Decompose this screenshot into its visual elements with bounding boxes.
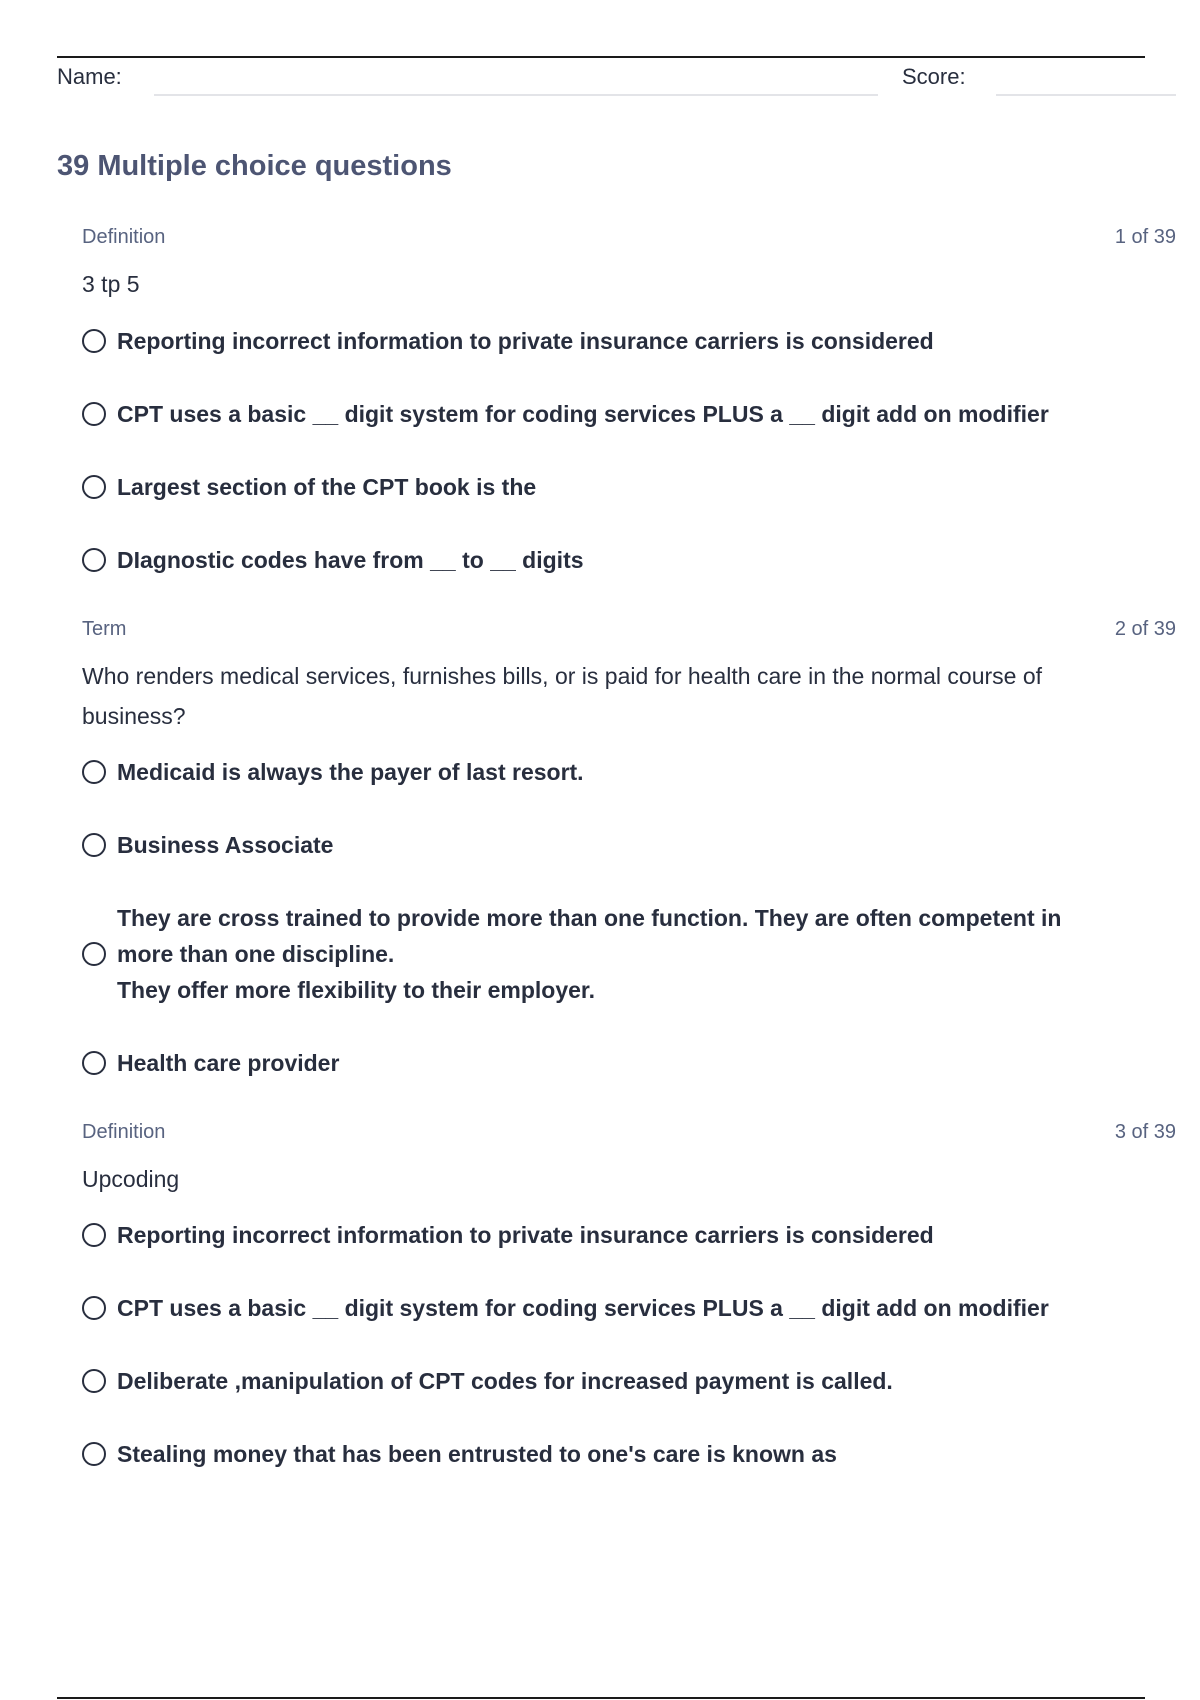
score-label: Score: xyxy=(902,64,966,89)
answer-option-label: CPT uses a basic __ digit system for coding services PLUS a __ digit add on modifier xyxy=(117,1295,1049,1321)
radio-button-icon[interactable] xyxy=(82,475,106,499)
name-field-line xyxy=(154,94,878,96)
answer-option[interactable] xyxy=(82,900,1176,1008)
radio-button-icon[interactable] xyxy=(82,1223,106,1247)
answer-option-label: Deliberate ,manipulation of CPT codes for increased payment is called. xyxy=(117,1368,893,1394)
question-counter: 1 of 39 xyxy=(1114,226,1176,248)
answer-option[interactable] xyxy=(82,754,1176,790)
question-type: Term xyxy=(82,618,127,640)
name-label: Name: xyxy=(57,64,122,89)
question-prompt: 3 tp 5 xyxy=(82,271,140,297)
radio-button-icon[interactable] xyxy=(82,402,106,426)
question-prompt: Upcoding xyxy=(82,1166,180,1192)
question-counter: 2 of 39 xyxy=(1114,618,1176,640)
header-divider xyxy=(57,56,1145,58)
answer-option[interactable] xyxy=(82,827,1176,863)
answer-option[interactable] xyxy=(82,1436,1176,1472)
radio-button-icon[interactable] xyxy=(82,329,106,353)
answer-option[interactable] xyxy=(82,1045,1176,1081)
answer-option[interactable] xyxy=(82,542,1176,578)
answer-option-label: Reporting incorrect information to private insurance carriers is considered xyxy=(117,328,934,354)
answer-option-label: Medicaid is always the payer of last resort. xyxy=(117,759,584,785)
answer-option-label: Health care provider xyxy=(117,1050,340,1076)
score-field-line xyxy=(996,94,1176,96)
radio-button-icon[interactable] xyxy=(82,833,106,857)
radio-button-icon[interactable] xyxy=(82,1051,106,1075)
question-type: Definition xyxy=(82,226,166,248)
answer-option-label: Business Associate xyxy=(117,832,334,858)
answer-option[interactable] xyxy=(82,1217,1176,1253)
question-counter: 3 of 39 xyxy=(1114,1121,1176,1143)
answer-option[interactable] xyxy=(82,1290,1176,1326)
answer-option-label: Reporting incorrect information to private insurance carriers is considered xyxy=(117,1222,934,1248)
footer-divider xyxy=(57,1697,1145,1699)
radio-button-icon[interactable] xyxy=(82,942,106,966)
answer-option[interactable] xyxy=(82,323,1176,359)
answer-option-label: CPT uses a basic __ digit system for coding services PLUS a __ digit add on modifier xyxy=(117,401,1049,427)
answer-option-label: They are cross trained to provide more than one function. They are often competent in more than one discipline. They offer more flexibility to their employer. xyxy=(117,905,1062,1003)
section-title: 39 Multiple choice questions xyxy=(57,150,452,182)
radio-button-icon[interactable] xyxy=(82,548,106,572)
answer-option[interactable] xyxy=(82,1363,1176,1399)
question-prompt: Who renders medical services, furnishes bills, or is paid for health care in the normal course of business? xyxy=(82,663,1043,729)
answer-option[interactable] xyxy=(82,396,1176,432)
answer-option-label: DIagnostic codes have from __ to __ digits xyxy=(117,547,584,573)
radio-button-icon[interactable] xyxy=(82,1442,106,1466)
radio-button-icon[interactable] xyxy=(82,1369,106,1393)
answer-option-label: Largest section of the CPT book is the xyxy=(117,474,537,500)
answer-option-label: Stealing money that has been entrusted to one's care is known as xyxy=(117,1441,837,1467)
radio-button-icon[interactable] xyxy=(82,760,106,784)
question-type: Definition xyxy=(82,1121,166,1143)
answer-option[interactable] xyxy=(82,469,1176,505)
radio-button-icon[interactable] xyxy=(82,1296,106,1320)
